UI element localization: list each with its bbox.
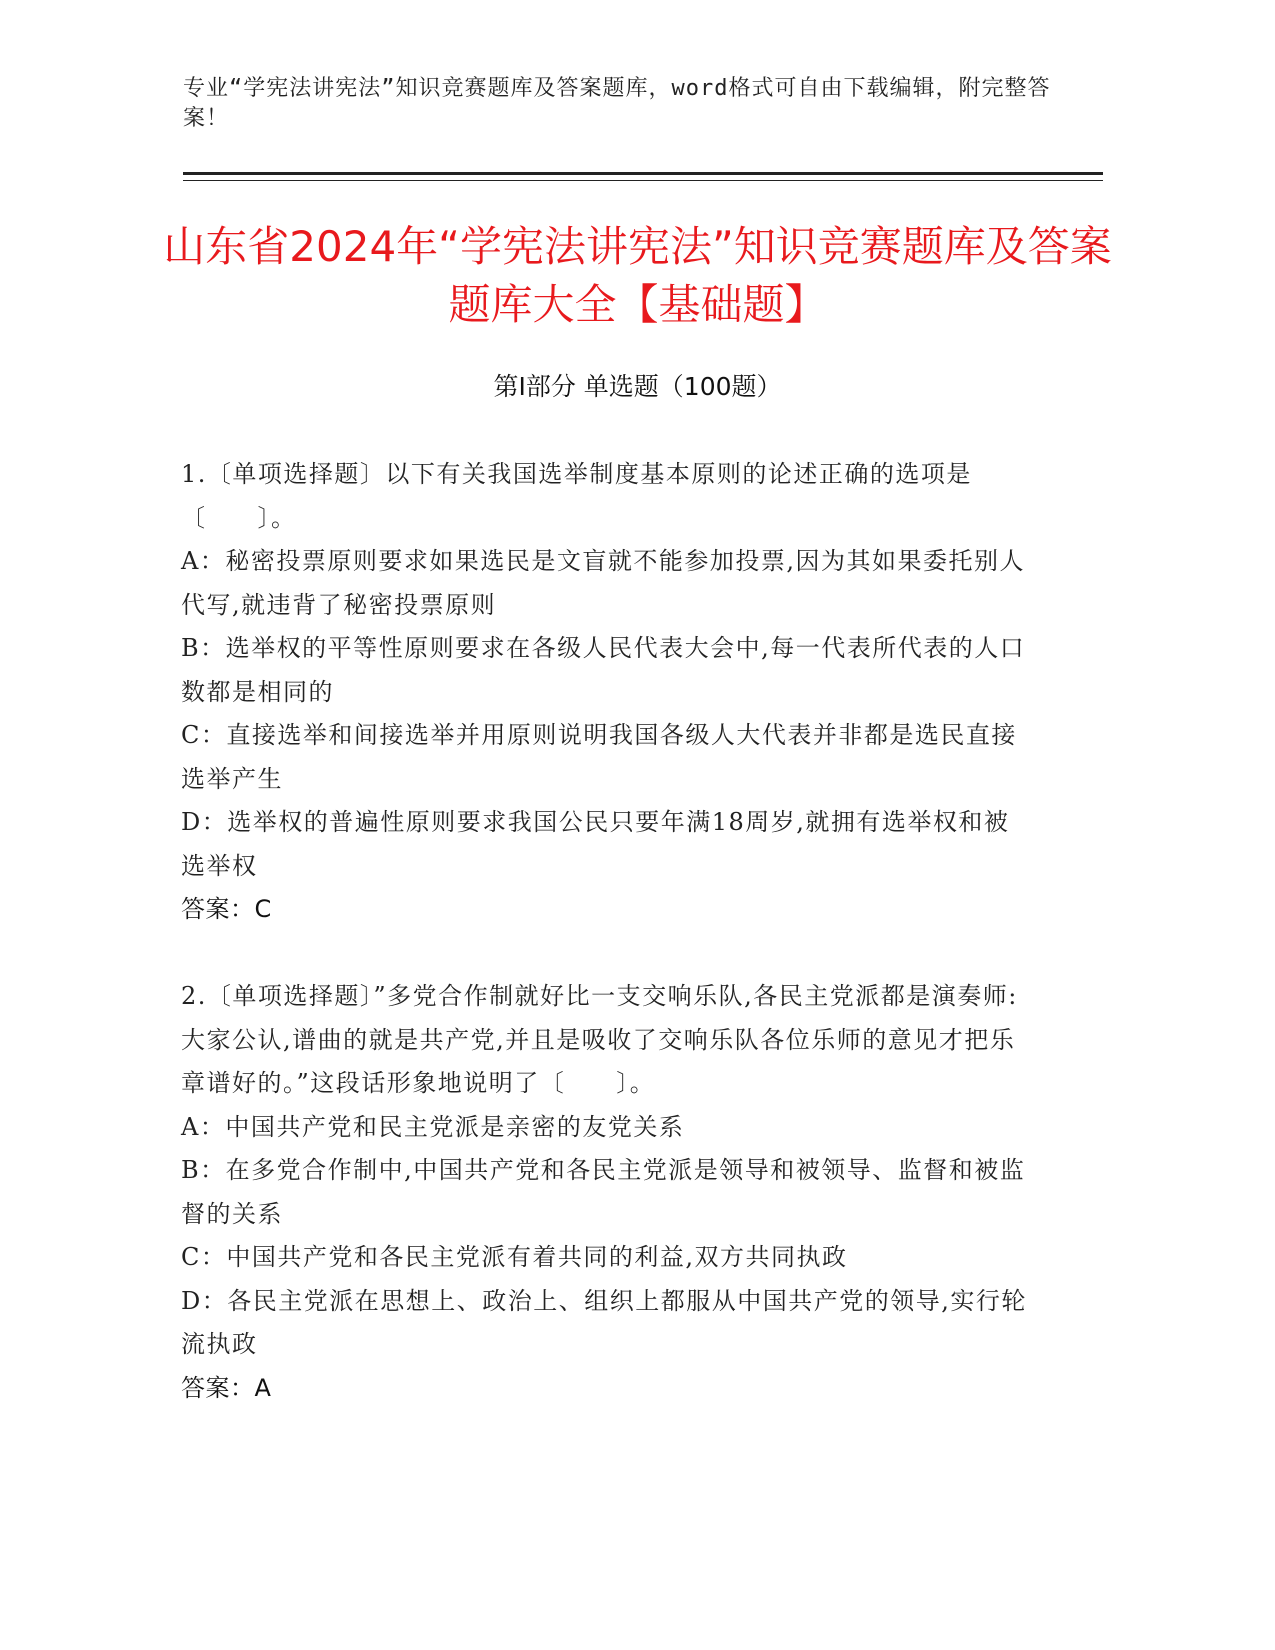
option-b: B：选举权的平等性原则要求在各级人民代表大会中,每一代表所代表的人口数都是相同的 bbox=[181, 634, 1026, 706]
question-stem: 1.〔单项选择题〕以下有关我国选举制度基本原则的论述正确的选项是〔 〕。 bbox=[181, 460, 972, 532]
option-a: A：中国共产党和民主党派是亲密的友党关系 bbox=[181, 1112, 685, 1141]
option-c: C：直接选举和间接选举并用原则说明我国各级人大代表并非都是选民直接选举产生 bbox=[181, 721, 1017, 793]
question-stem: 2.〔单项选择题〕”多党合作制就好比一支交响乐队,各民主党派都是演奏师:大家公认,谱曲的就是共产党,并且是吸收了交响乐队各位乐师的意见才把乐章谱好的。”这段话形象地说明了〔 〕。 bbox=[181, 982, 1018, 1097]
option-d: D：选举权的普遍性原则要求我国公民只要年满18周岁,就拥有选举权和被选举权 bbox=[181, 808, 1010, 880]
option-c: C：中国共产党和各民主党派有着共同的利益,双方共同执政 bbox=[181, 1243, 848, 1271]
question-1 bbox=[181, 453, 1031, 932]
answer-line: 答案：C bbox=[181, 895, 272, 923]
option-b: B：在多党合作制中,中国共产党和各民主党派是领导和被领导、监督和被监督的关系 bbox=[181, 1156, 1026, 1228]
option-d: D：各民主党派在思想上、政治上、组织上都服从中国共产党的领导,实行轮流执政 bbox=[181, 1286, 1027, 1358]
question-2 bbox=[181, 975, 1031, 1410]
section-heading: 第Ⅰ部分 单选题（100题） bbox=[493, 372, 782, 401]
document-title: 山东省2024年“学宪法讲宪法”知识竞赛题库及答案题库大全【基础题】 bbox=[163, 222, 1112, 329]
header-note: 专业“学宪法讲宪法”知识竞赛题库及答案题库，word格式可自由下载编辑，附完整答案！ bbox=[183, 76, 1051, 131]
option-a: A：秘密投票原则要求如果选民是文盲就不能参加投票,因为其如果委托别人代写,就违背了秘密投票原则 bbox=[181, 547, 1025, 619]
header-divider-thin bbox=[183, 180, 1103, 181]
header-divider-thick bbox=[183, 172, 1103, 175]
answer-line: 答案：A bbox=[181, 1373, 272, 1402]
